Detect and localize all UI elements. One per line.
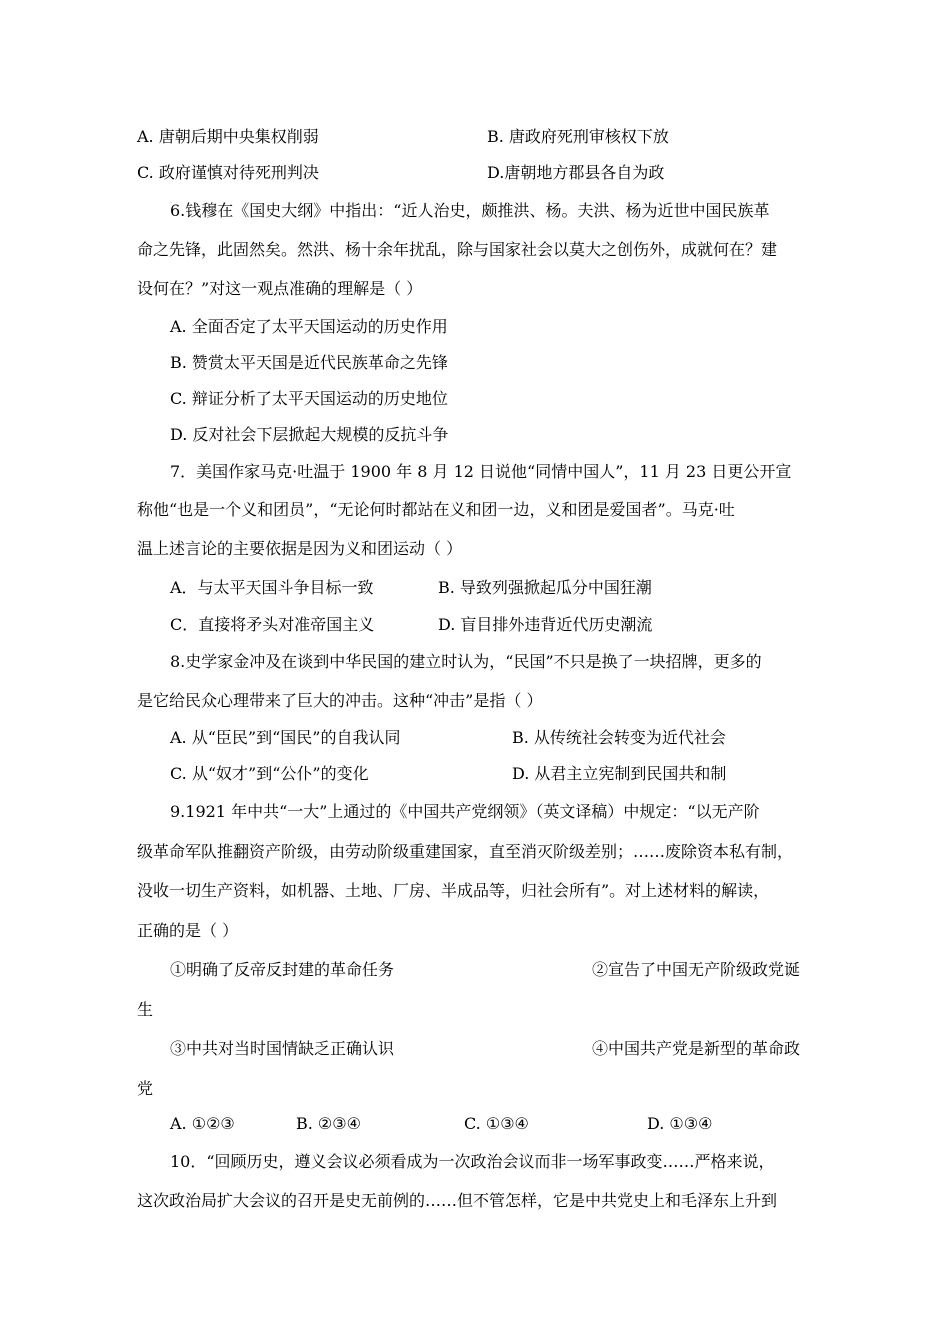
q6-option-d: D. 反对社会下层掀起大规模的反抗斗争: [170, 425, 449, 444]
q9-statement-row-1: [0, 959, 950, 981]
q9-option-b: B. ②③④: [296, 1114, 361, 1133]
q9-statement-3: ③中共对当时国情缺乏正确认识: [170, 1039, 395, 1058]
q9-statement-1: ①明确了反帝反封建的革命任务: [170, 960, 395, 979]
q9-option-row: [0, 1113, 950, 1135]
q7-stem-line-1: 7．美国作家马克·吐温于 1900 年 8 月 12 日说他“同情中国人”，11 月 23 日更公开宣: [170, 462, 792, 481]
q8-option-row-2: [0, 763, 950, 785]
q8-option-c: C. 从“奴才”到“公仆”的变化: [170, 764, 369, 783]
q9-statement-row-2: [0, 1038, 950, 1060]
q8-option-d: D. 从君主立宪制到民国共和制: [512, 764, 727, 783]
q8-option-b: B. 从传统社会转变为近代社会: [512, 728, 726, 747]
q9-option-c: C. ①③④: [464, 1114, 529, 1133]
q9-option-a: A. ①②③: [170, 1114, 235, 1133]
q9-option-d: D. ①③④: [647, 1114, 713, 1133]
q9-statement-4: ④中国共产党是新型的革命政: [592, 1039, 801, 1058]
q9-statement-4-wrap: 党: [137, 1079, 154, 1098]
q7-stem-line-3: 温上述言论的主要依据是因为义和团运动（ ）: [137, 539, 463, 558]
q5-option-a: A. 唐朝后期中央集权削弱: [137, 127, 319, 146]
q8-stem-line-2: 是它给民众心理带来了巨大的冲击。这种“冲击”是指（ ）: [137, 691, 543, 710]
q9-statement-2-wrap: 生: [137, 1000, 154, 1019]
q9-statement-2: ②宣告了中国无产阶级政党诞: [592, 960, 801, 979]
q8-option-a: A. 从“臣民”到“国民”的自我认同: [170, 728, 401, 747]
q5-option-row-1: [0, 126, 950, 148]
q9-stem-line-3: 没收一切生产资料，如机器、土地、厂房、半成品等，归社会所有”。对上述材料的解读，: [137, 881, 770, 900]
q5-option-d: D.唐朝地方郡县各自为政: [487, 163, 665, 182]
q5-option-row-2: [0, 162, 950, 184]
q6-stem-line-1: 6.钱穆在《国史大纲》中指出：“近人治史，颇推洪、杨。夫洪、杨为近世中国民族革: [170, 201, 770, 220]
q6-option-c: C. 辩证分析了太平天国运动的历史地位: [170, 389, 448, 408]
q6-option-a: A. 全面否定了太平天国运动的历史作用: [170, 317, 448, 336]
q9-stem-line-1: 9.1921 年中共“一大”上通过的《中国共产党纲领》（英文译稿）中规定：“以无产阶: [170, 802, 760, 821]
q7-option-b: B. 导致列强掀起瓜分中国狂潮: [438, 578, 652, 597]
q8-option-row-1: [0, 727, 950, 749]
q10-stem-line-1: 10．“回顾历史，遵义会议必须看成为一次政治会议而非一场军事政变……严格来说，: [170, 1152, 775, 1171]
q7-option-a: A．与太平天国斗争目标一致: [170, 578, 374, 597]
q5-option-c: C. 政府谨慎对待死刑判决: [137, 163, 319, 182]
q7-option-d: D. 盲目排外违背近代历史潮流: [438, 615, 653, 634]
q8-stem-line-1: 8.史学家金冲及在谈到中华民国的建立时认为，“民国”不只是换了一块招牌，更多的: [170, 652, 762, 671]
q6-stem-line-2: 命之先锋，此固然矣。然洪、杨十余年扰乱，除与国家社会以莫大之创伤外，成就何在？建: [137, 240, 778, 259]
q9-stem-line-4: 正确的是（ ）: [137, 921, 239, 940]
q7-option-row-1: [0, 577, 950, 599]
q6-stem-line-3: 设何在？”对这一观点准确的理解是（ ）: [137, 279, 423, 298]
q7-stem-line-2: 称他“也是一个义和团员”，“无论何时都站在义和团一边，义和团是爱国者”。马克·吐: [137, 500, 735, 519]
q7-option-row-2: [0, 614, 950, 636]
q7-option-c: C．直接将矛头对准帝国主义: [170, 615, 375, 634]
q10-stem-line-2: 这次政治局扩大会议的召开是史无前例的……但不管怎样，它是中共党史上和毛泽东上升到: [137, 1191, 778, 1210]
q5-option-b: B. 唐政府死刑审核权下放: [487, 127, 669, 146]
q6-option-b: B. 赞赏太平天国是近代民族革命之先锋: [170, 353, 448, 372]
q9-stem-line-2: 级革命军队推翻资产阶级，由劳动阶级重建国家，直至消灭阶级差别；……废除资本私有制，: [137, 842, 794, 861]
